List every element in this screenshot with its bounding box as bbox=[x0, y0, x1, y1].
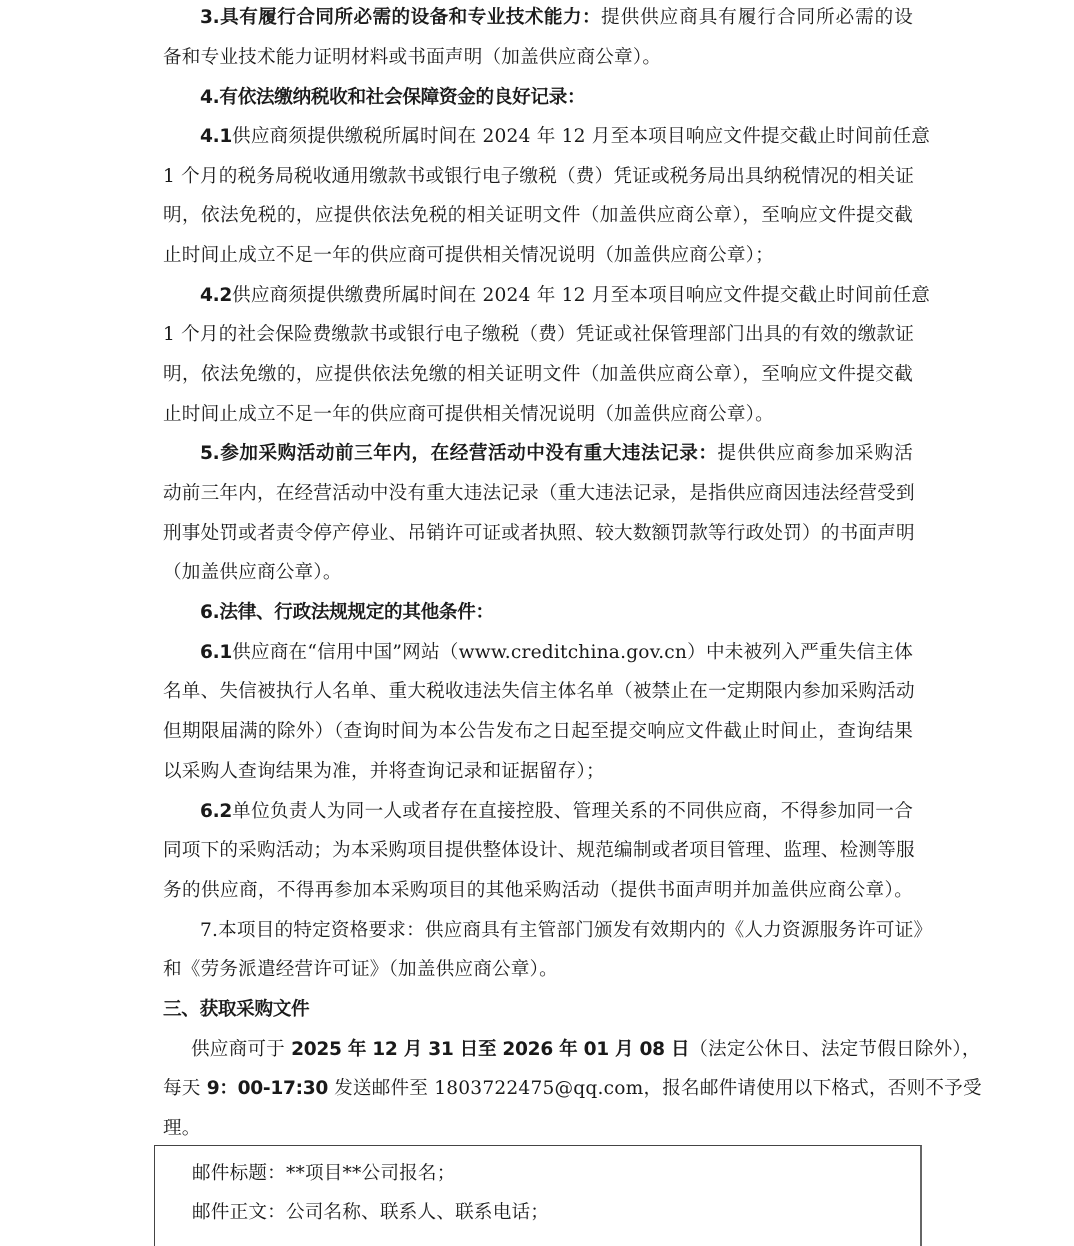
req6-1-line4: 以采购人查询结果为准，并将查询记录和证据留存）； bbox=[163, 761, 605, 782]
section3-line2-post: 发送邮件至 1803722475@qq.com，报名邮件请使用以下格式，否则不予受 bbox=[328, 1078, 982, 1099]
req3-text: 提供供应商具有履行合同所必需的设 bbox=[601, 7, 914, 28]
req5-line2: 动前三年内，在经营活动中没有重大违法记录（重大违法记录，是指供应商因违法经营受到 bbox=[163, 483, 915, 504]
section3-line2 bbox=[163, 1069, 982, 1109]
email-subject-format: 邮件标题：**项目**公司报名； bbox=[192, 1163, 456, 1184]
section3-date-range: 2025 年 12 月 31 日至 2026 年 01 月 08 日 bbox=[291, 1039, 690, 1060]
section3-time-range: 9：00-17:30 bbox=[206, 1078, 329, 1099]
req6-heading bbox=[163, 593, 494, 633]
req7-line1: 7.本项目的特定资格要求：供应商具有主管部门颁发有效期内的《人力资源服务许可证》 bbox=[200, 920, 933, 941]
req4-2-number: 4.2 bbox=[200, 285, 233, 306]
req6-2-line3: 务的供应商，不得再参加本采购项目的其他采购活动（提供书面声明并加盖供应商公章）。 bbox=[163, 880, 913, 901]
req4-1-text: 供应商须提供缴税所属时间在 2024 年 12 月至本项目响应文件提交截止时间前任意 bbox=[232, 126, 931, 147]
req6-1-line3: 但期限届满的除外）（查询时间为本公告发布之日起至提交响应文件截止时间止，查询结果 bbox=[163, 721, 913, 742]
section3-heading bbox=[163, 990, 309, 1030]
req4-2-line4: 止时间止成立不足一年的供应商可提供相关情况说明（加盖供应商公章）。 bbox=[163, 404, 774, 425]
req6-2-line1 bbox=[163, 792, 913, 832]
email-format-box bbox=[154, 1145, 922, 1246]
section3-line3: 理。 bbox=[163, 1118, 201, 1139]
req4-heading-text: 4.有依法缴纳税收和社会保障资金的良好记录： bbox=[200, 87, 586, 108]
req6-1-text: 供应商在“信用中国”网站（www.creditchina.gov.cn）中未被列入严重失信主体 bbox=[232, 642, 913, 663]
req6-heading-text: 6.法律、行政法规规定的其他条件： bbox=[200, 602, 494, 623]
section3-line1-post: （法定公休日、法定节假日除外）， bbox=[689, 1039, 981, 1060]
req6-1-number: 6.1 bbox=[200, 642, 233, 663]
req4-1-line3: 明，依法免税的，应提供依法免税的相关证明文件（加盖供应商公章），至响应文件提交截 bbox=[163, 205, 913, 226]
req7-line2: 和《劳务派遣经营许可证》（加盖供应商公章）。 bbox=[163, 959, 558, 980]
req6-1-line1 bbox=[163, 633, 913, 673]
req5-heading: 5.参加采购活动前三年内，在经营活动中没有重大违法记录： bbox=[200, 443, 718, 464]
req5-line4: （加盖供应商公章）。 bbox=[163, 562, 342, 583]
section3-line2-pre: 每天 bbox=[163, 1078, 207, 1099]
req4-2-line3: 明，依法免缴的，应提供依法免缴的相关证明文件（加盖供应商公章），至响应文件提交截 bbox=[163, 364, 913, 385]
email-body-format: 邮件正文：公司名称、联系人、联系电话； bbox=[192, 1202, 550, 1223]
section3-heading-text: 三、获取采购文件 bbox=[163, 999, 310, 1020]
req6-2-number: 6.2 bbox=[200, 801, 233, 822]
req4-heading bbox=[163, 78, 585, 118]
req3-line2: 备和专业技术能力证明材料或书面声明（加盖供应商公章）。 bbox=[163, 47, 662, 68]
req3-line1 bbox=[163, 0, 913, 38]
req5-line3: 刑事处罚或者责令停产停业、吊销许可证或者执照、较大数额罚款等行政处罚）的书面声明 bbox=[163, 523, 915, 544]
req4-1-line2: 1 个月的税务局税收通用缴款书或银行电子缴税（费）凭证或税务局出具纳税情况的相关证 bbox=[163, 166, 915, 187]
req5-text: 提供供应商参加采购活 bbox=[717, 443, 913, 464]
req4-1-number: 4.1 bbox=[200, 126, 233, 147]
section3-line1 bbox=[163, 1030, 981, 1070]
req6-2-line2: 同项下的采购活动；为本采购项目提供整体设计、规范编制或者项目管理、监理、检测等服 bbox=[163, 840, 915, 861]
req6-2-text: 单位负责人为同一人或者存在直接控股、管理关系的不同供应商，不得参加同一合 bbox=[232, 801, 913, 822]
req4-2-line1 bbox=[163, 276, 931, 316]
req4-1-line1 bbox=[163, 117, 931, 157]
req5-line1 bbox=[163, 434, 913, 474]
section3-line1-pre: 供应商可于 bbox=[191, 1039, 292, 1060]
req4-1-line4: 止时间止成立不足一年的供应商可提供相关情况说明（加盖供应商公章）； bbox=[163, 245, 774, 266]
req3-heading: 3.具有履行合同所必需的设备和专业技术能力： bbox=[200, 7, 602, 28]
req4-2-line2: 1 个月的社会保险费缴款书或银行电子缴税（费）凭证或社保管理部门出具的有效的缴款证 bbox=[163, 324, 915, 345]
req6-1-line2: 名单、失信被执行人名单、重大税收违法失信主体名单（被禁止在一定期限内参加采购活动 bbox=[163, 681, 915, 702]
req4-2-text: 供应商须提供缴费所属时间在 2024 年 12 月至本项目响应文件提交截止时间前任意 bbox=[232, 285, 931, 306]
